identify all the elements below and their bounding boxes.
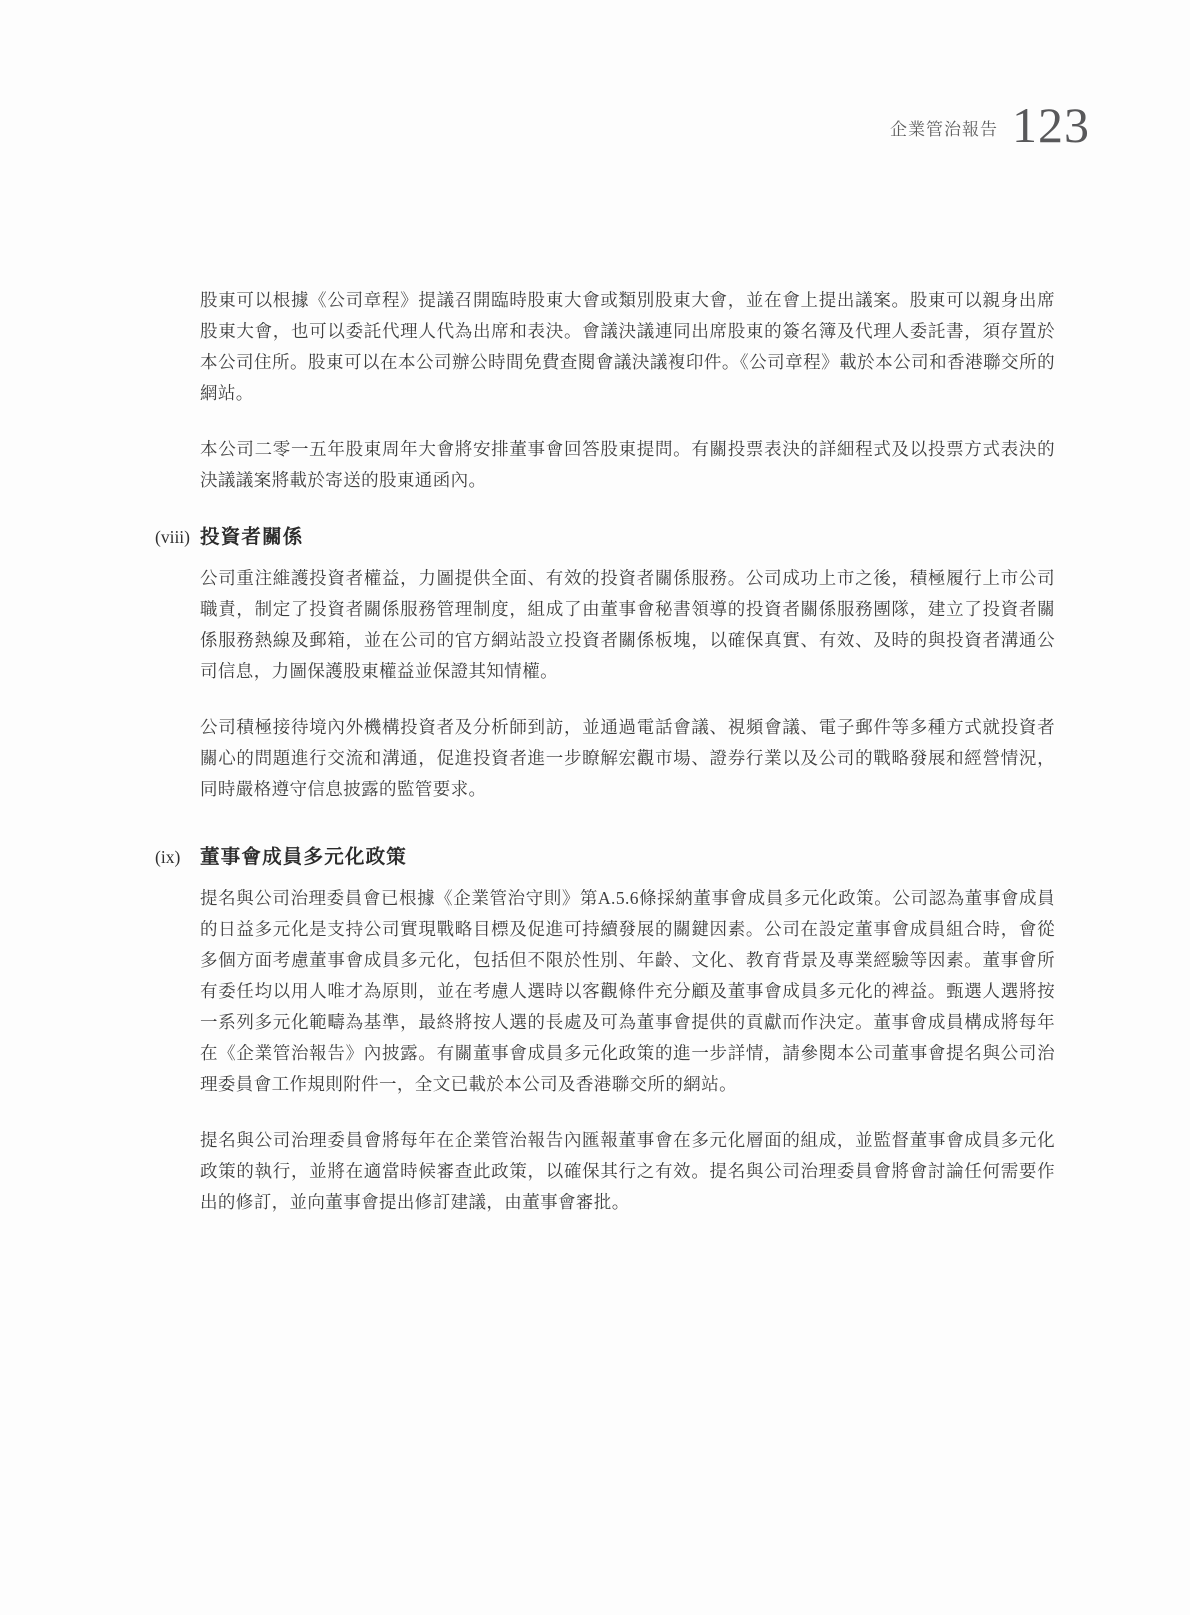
section-title: 投資者關係 <box>200 527 304 548</box>
section-board-diversity-policy <box>155 841 1055 1218</box>
paragraph: 提名與公司治理委員會將每年在企業管治報告內匯報董事會在多元化層面的組成，並監督董事會成員多元化政策的執行，並將在適當時候審查此政策，以確保其行之有效。提名與公司治理委員會將會討論任何需要作出的修訂，並向董事會提出修訂建議，由董事會審批。 <box>200 1130 1055 1212</box>
section-number: (viii) <box>155 527 190 547</box>
page-content <box>155 285 1055 1218</box>
paragraph: 股東可以根據《公司章程》提議召開臨時股東大會或類別股東大會，並在會上提出議案。股東可以親身出席股東大會，也可以委託代理人代為出席和表決。會議決議連同出席股東的簽名簿及代理人委託書，須存置於本公司住所。股東可以在本公司辦公時間免費查閱會議決議複印件。《公司章程》載於本公司和香港聯交所的網站。 <box>200 290 1055 403</box>
paragraph: 公司重注維護投資者權益，力圖提供全面、有效的投資者關係服務。公司成功上市之後，積極履行上市公司職責，制定了投資者關係服務管理制度，組成了由董事會秘書領導的投資者關係服務團隊，建立了投資者關係服務熱線及郵箱，並在公司的官方網站設立投資者關係板塊，以確保真實、有效、及時的與投資者溝通公司信息，力圖保護股東權益並保證其知情權。 <box>200 568 1055 681</box>
paragraph: 本公司二零一五年股東周年大會將安排董事會回答股東提問。有關投票表決的詳細程式及以投票方式表決的決議議案將載於寄送的股東通函內。 <box>200 439 1055 490</box>
paragraph: 提名與公司治理委員會已根據《企業管治守則》第A.5.6條採納董事會成員多元化政策。公司認為董事會成員的日益多元化是支持公司實現戰略目標及促進可持續發展的關鍵因素。公司在設定董事會成員組合時，會從多個方面考慮董事會成員多元化，包括但不限於性別、年齡、文化、教育背景及專業經驗等因素。董事會所有委任均以用人唯才為原則，並在考慮人選時以客觀條件充分顧及董事會成員多元化的裨益。甄選人選將按一系列多元化範疇為基準，最終將按人選的長處及可為董事會提供的貢獻而作決定。董事會成員構成將每年在《企業管治報告》內披露。有關董事會成員多元化政策的進一步詳情，請參閱本公司董事會提名與公司治理委員會工作規則附件一，全文已載於本公司及香港聯交所的網站。 <box>200 888 1055 1094</box>
section-investor-relations <box>155 521 1055 805</box>
section-spacer <box>155 805 1055 819</box>
section-title: 董事會成員多元化政策 <box>200 847 408 868</box>
page-number: 123 <box>1012 97 1090 153</box>
page-header <box>890 97 1090 153</box>
section-heading <box>155 521 1055 549</box>
paragraph: 公司積極接待境內外機構投資者及分析師到訪，並通過電話會議、視頻會議、電子郵件等多種方式就投資者關心的問題進行交流和溝通，促進投資者進一步瞭解宏觀市場、證券行業以及公司的戰略發展和經營情況，同時嚴格遵守信息披露的監管要求。 <box>200 717 1055 799</box>
header-section-label: 企業管治報告 <box>890 120 998 139</box>
section-number: (ix) <box>155 847 181 867</box>
section-heading <box>155 841 1055 869</box>
